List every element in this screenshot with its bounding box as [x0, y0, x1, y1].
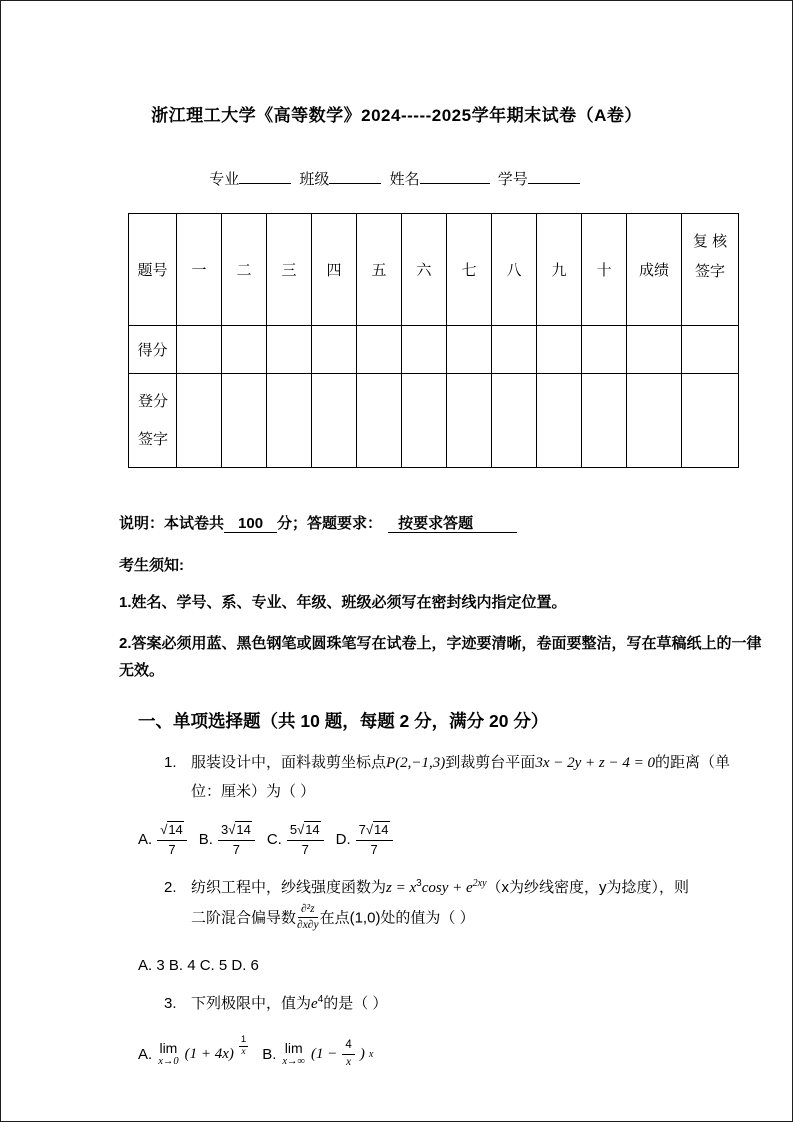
fraction-numerator: 4: [342, 1039, 354, 1055]
limit-operator: [158, 1041, 178, 1067]
q1-option-d: [336, 821, 394, 858]
q1-option-a-fraction: [157, 821, 187, 858]
signoff-cell-empty: [627, 374, 682, 468]
column-header-q4: 四: [312, 214, 357, 326]
q2-text-part4: 在点(1,0)处的值为（ ）: [319, 908, 475, 926]
column-header-total-score: 成绩: [627, 214, 682, 326]
signoff-cell-empty: [267, 374, 312, 468]
radicand: 14: [236, 822, 251, 838]
lim-word: lim: [284, 1040, 303, 1057]
q1-option-a-label: A.: [138, 831, 153, 848]
candidate-notice-1: 1.姓名、学号、系、专业、年级、班级必须写在密封线内指定位置。: [119, 594, 567, 611]
instructions-prefix: 说明：本试卷共: [119, 515, 225, 532]
column-header-q3: 三: [267, 214, 312, 326]
signoff-cell-empty: [177, 374, 222, 468]
total-points-value: 100: [224, 515, 277, 533]
q1-option-d-label: D.: [335, 831, 351, 848]
signoff-cell-empty: [312, 374, 357, 468]
radical-sign: √: [228, 822, 236, 838]
fraction-denominator: x: [346, 1055, 352, 1068]
info-field-major: [209, 171, 295, 188]
q2-math-exponent1: 3: [416, 877, 422, 889]
q3-option-b-exponent: x: [368, 1048, 374, 1060]
q1-text-part3: 的距离（单位：厘米）为（ ）: [191, 753, 730, 800]
field-label-name: 姓名: [389, 171, 420, 188]
question-3-options: [138, 1034, 744, 1070]
column-header-q2: 二: [222, 214, 267, 326]
radicand: 14: [374, 822, 389, 838]
review-label-line1: 复 核: [692, 233, 728, 250]
q2-math-function-base2: cosy + e: [421, 879, 473, 896]
q3-text-part1: 下列极限中，值为: [191, 995, 312, 1013]
info-field-class: [299, 171, 385, 188]
q1-math-plane-equation: 3x − 2y + z − 4 = 0: [535, 754, 655, 771]
answer-requirement-value: 按要求答题: [388, 515, 517, 533]
info-field-student-id: [498, 171, 584, 188]
q3-option-a-body: (1 + 4x): [184, 1045, 234, 1062]
radical-sign: √: [297, 822, 305, 838]
q1-option-c-fraction: [287, 821, 324, 858]
score-cell-empty: [582, 326, 627, 374]
question-1-number: 1.: [164, 753, 177, 771]
radical-sign: √: [365, 822, 374, 838]
signoff-cell-empty: [357, 374, 402, 468]
column-header-q6: 六: [402, 214, 447, 326]
score-table: [128, 213, 739, 468]
q1-option-b: [199, 821, 256, 858]
radicand: 14: [305, 822, 320, 838]
q1-math-point: P(2,−1,3): [386, 754, 446, 771]
signoff-row-label: [129, 374, 177, 468]
partial-numerator: ∂²z: [298, 903, 318, 919]
field-label-major: 专业: [209, 171, 240, 188]
score-cell-empty: [537, 326, 582, 374]
denominator: 7: [168, 841, 176, 857]
q3-math-e: e: [311, 996, 318, 1013]
lim-subscript: x→∞: [282, 1055, 306, 1067]
score-row-label: 得分: [129, 326, 177, 374]
coefficient: 3: [220, 822, 229, 838]
q1-option-b-fraction: [218, 821, 255, 858]
score-cell-empty: [222, 326, 267, 374]
score-cell-empty: [492, 326, 537, 374]
q1-text-part2: 到裁剪台平面: [445, 753, 536, 771]
q2-partial-derivative-fraction: [297, 903, 319, 934]
signoff-cell-empty: [582, 374, 627, 468]
signoff-cell-empty: [537, 374, 582, 468]
column-header-q1: 一: [177, 214, 222, 326]
score-cell-empty: [402, 326, 447, 374]
blank-line-class: [329, 168, 381, 184]
section-1-title: 一、单项选择题（共 10 题，每题 2 分，满分 20 分）: [138, 710, 549, 731]
radicand: 14: [168, 822, 183, 838]
denominator: 7: [301, 841, 309, 857]
score-cell-empty: [682, 326, 739, 374]
lim-word: lim: [159, 1040, 178, 1057]
q3-text-part2: 的是（ ）: [323, 995, 388, 1013]
q3-option-a-exponent-fraction: [239, 1034, 248, 1058]
score-cell-empty: [357, 326, 402, 374]
table-header-row: [129, 214, 739, 326]
signoff-label-line1: 登分: [138, 393, 169, 410]
q3-math-exponent: 4: [317, 994, 324, 1006]
field-label-class: 班级: [299, 171, 330, 188]
partial-denominator: ∂x∂y: [297, 919, 319, 932]
q1-option-a: [138, 821, 188, 858]
limit-operator: [282, 1041, 305, 1067]
q3-option-b: [262, 1039, 373, 1070]
review-label-line2: 签字: [694, 263, 725, 280]
score-cell-empty: [447, 326, 492, 374]
blank-line-student-id: [528, 168, 580, 184]
lim-subscript: x→0: [158, 1055, 179, 1067]
q3-option-a-label: A.: [138, 1045, 153, 1063]
signoff-row: [129, 374, 739, 468]
score-cell-empty: [312, 326, 357, 374]
candidate-notice-2: 2.答案必须用蓝、黑色钢笔或圆珠笔写在试卷上，字迹要清晰，卷面要整洁，写在草稿纸上的一律无效。: [119, 635, 762, 679]
column-header-q7: 七: [447, 214, 492, 326]
radical-sign: √: [160, 822, 168, 838]
score-cell-empty: [267, 326, 312, 374]
signoff-cell-empty: [492, 374, 537, 468]
q2-math-function-base1: z = x: [386, 879, 417, 896]
column-header-review-signature: [682, 214, 739, 326]
q1-option-b-label: B.: [198, 831, 213, 848]
signoff-cell-empty: [402, 374, 447, 468]
column-header-q8: 八: [492, 214, 537, 326]
question-3-number: 3.: [164, 995, 177, 1013]
exponent-denominator: x: [241, 1046, 246, 1057]
q1-option-d-fraction: [356, 821, 393, 858]
question-1-text: [191, 749, 730, 806]
q3-option-b-body-open: (1 −: [311, 1045, 338, 1062]
signoff-cell-empty: [682, 374, 739, 468]
q2-text-part1: 纺织工程中，纱线强度函数为: [191, 878, 387, 896]
score-row: [129, 326, 739, 374]
q1-option-c: [267, 821, 325, 858]
candidate-notice-title: 考生须知:: [119, 557, 184, 574]
q1-text-part1: 服装设计中，面料裁剪坐标点: [191, 753, 387, 771]
q2-text-part3: 二阶混合偏导数: [191, 908, 297, 926]
q1-option-c-label: C.: [266, 831, 282, 848]
question-2: [164, 874, 756, 933]
question-2-number: 2.: [164, 878, 177, 896]
question-2-options: A. 3 B. 4 C. 5 D. 6: [138, 957, 259, 975]
column-header-q10: 十: [582, 214, 627, 326]
signoff-label-line2: 签字: [138, 430, 169, 448]
question-1-options: [138, 821, 744, 858]
denominator: 7: [232, 841, 241, 857]
field-label-student-id: 学号: [497, 171, 528, 188]
signoff-cell-empty: [447, 374, 492, 468]
q3-option-a: [138, 1034, 248, 1067]
score-cell-empty: [627, 326, 682, 374]
exam-instructions-line: [119, 512, 792, 533]
table-corner-cell: 题号: [129, 214, 177, 326]
coefficient: 7: [358, 822, 366, 838]
column-header-q9: 九: [537, 214, 582, 326]
blank-line-major: [239, 168, 291, 184]
question-2-text: [191, 874, 756, 933]
q3-option-b-inner-fraction: [342, 1039, 354, 1070]
info-field-name: [390, 171, 494, 188]
section-1-multiple-choice: [138, 708, 744, 1070]
student-info-line: [1, 168, 792, 189]
q2-text-part2: （x为纱线密度，y为捻度），则: [486, 878, 690, 896]
q3-option-b-label: B.: [262, 1045, 277, 1063]
column-header-q5: 五: [357, 214, 402, 326]
q2-math-exponent2: 2xy: [472, 877, 487, 889]
score-cell-empty: [177, 326, 222, 374]
question-1: [164, 749, 730, 806]
blank-line-name: [420, 168, 490, 184]
exponent-numerator: 1: [240, 1034, 247, 1046]
question-3-text: [191, 990, 730, 1019]
instructions-middle: 分；答题要求：: [277, 515, 383, 532]
denominator: 7: [370, 841, 378, 857]
signoff-cell-empty: [222, 374, 267, 468]
question-3: [164, 990, 730, 1019]
exam-title: 浙江理工大学《高等数学》2024-----2025学年期末试卷（A卷）: [151, 106, 642, 125]
coefficient: 5: [289, 822, 298, 838]
q3-option-b-body-close: ): [359, 1045, 365, 1062]
